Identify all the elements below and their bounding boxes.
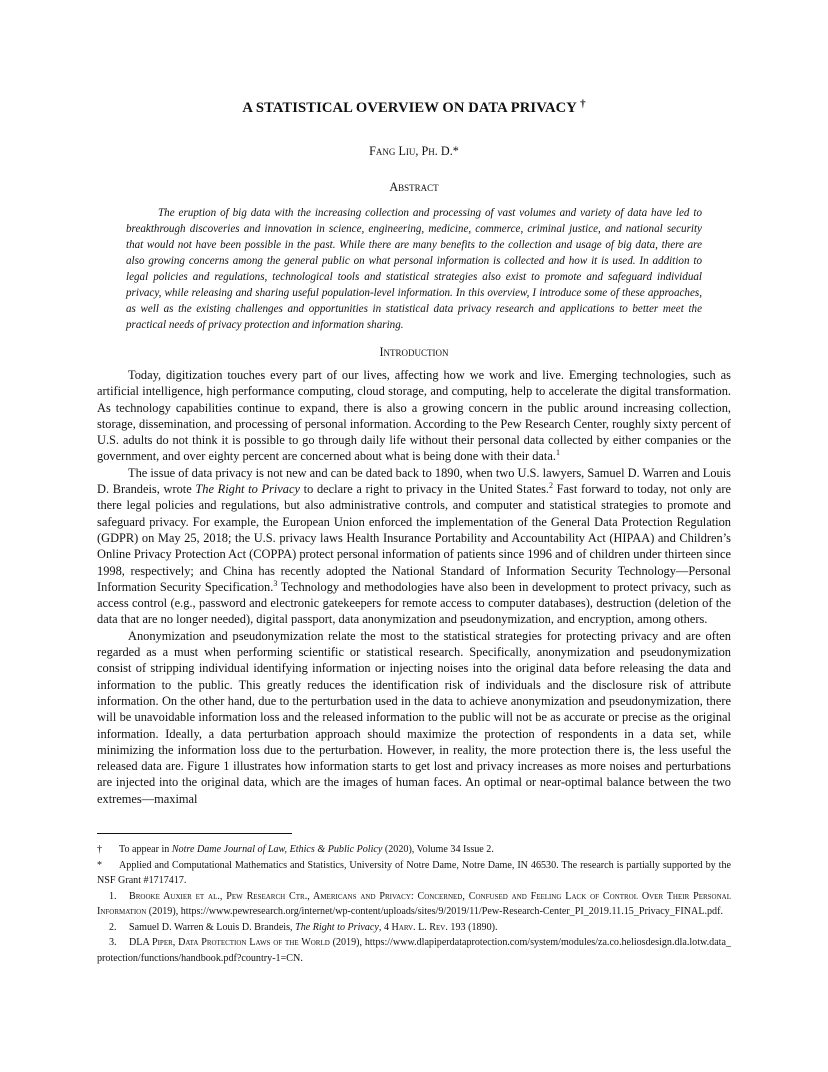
footnote-dagger: † To appear in Notre Dame Journal of Law, Ethics & Public Policy (2020), Volume 34 Issue 2. xyxy=(97,844,494,855)
title-footnote-mark: † xyxy=(580,98,586,110)
introduction-heading: Introduction xyxy=(379,345,449,359)
footnote-1: 1. Brooke Auxier et al., Pew Research Ctr., Americans and Privacy: Concerned, Confused and Feeling Lack of Control Over Their Personal Information (2019), https://www.pewresearch.org/internet/wp-content/uploads/sites/9/2019/11/Pew-Research-Center_PI_2019.11.15_Privacy_FINAL.pdf. xyxy=(97,890,731,917)
author-line xyxy=(97,144,731,159)
paragraph: The issue of data privacy is not new and can be dated back to 1890, when two U.S. lawyers, Samuel D. Warren and Louis D. Brandeis, wrote The Right to Privacy to declare a right to privacy in the United States.$^2$ Fast forward to today, not only are there legal policies and regulations, but also administrative controls, and computer and statistical strategies to promote and safeguard privacy. For example, the European Union enforced the implementation of the General Data Protection Regulation (GDPR) on May 25, 2018; the U.S. privacy laws Health Insurance Portability and Accountability Act (HIPAA) and Children’s Online Privacy Protection Act (COPPA) protect personal information of patients since 1996 and of children under thirteen since 1998, respectively; and China has recently adopted the National Standard of Information Security Technology—Personal Information Security Specification.$^3$ Technology and methodologies have also been in development to protect privacy, such as access control (e.g., password and electronic gatekeepers for remote access to computer databases), destruction (deletion of the data that are no longer needed), digital passport, data anonymization and pseudonymization, and encryption, among others. xyxy=(97,465,732,627)
footnotes xyxy=(97,842,731,966)
abstract-text: The eruption of big data with the increasing collection and processing of vast volumes and variety of data have led to breakthrough discoveries and innovation in science, engineering, medicine, commerce, criminal justice, and national security that would not have been possible in the past. While there are many benefits to the collection and usage of big data, there are also growing concerns among the general public on what personal information is collected and how it is used. In addition to legal policies and regulations, technological tools and statistical strategies also exist to promote and safeguard individual privacy, while releasing and sharing useful population-level information. In this overview, I introduce some of these approaches, as well as the existing challenges and opportunities in statistical data privacy research and applications to better meet the practical needs of privacy protection and information sharing. xyxy=(126,207,702,331)
abstract-heading: Abstract xyxy=(389,180,439,194)
paragraph: Anonymization and pseudonymization relate the most to the statistical strategies for protecting privacy and are often regarded as a must when performing scientific or statistical research. Specifically, anonymization and pseudonymization consist of stripping individual identifying information or injecting noises into the original data before releasing the data and information to the public. This greatly reduces the identification risk of individuals and the disclosure risk of attribute information. On the other hand, due to the perturbation used in the data to achieve anonymization and pseudonymization, there will be unavoidable information loss and the released information to the public will not be as accurate or precise as the original information. Ideally, a data perturbation approach should maximize the protection of respondents in a data set, while minimizing the information loss due to the perturbation. However, in reality, the more protection there is, the less useful the released data are. Figure 1 illustrates how information starts to get lost and privacy increases as more noises and perturbations are injected into the original data, which are the images of human faces. An optimal or near-optimal balance between the two extremes—maximal xyxy=(97,628,731,806)
paper-title xyxy=(97,98,731,117)
paragraph: Today, digitization touches every part of our lives, affecting how we work and live. Emerging technologies, such as artificial intelligence, high performance computing, cloud storage, and computing, help to accelerate the digital transformation. As technology capabilities continue to expand, there is also a growing concern in the public around increasing collection, storage, dissemination, and processing of personal information. According to the Pew Research Center, roughly sixty percent of U.S. adults do not think it is possible to go through daily life without their personal data collected by either companies or the government, and over eighty percent are concerned about what is being done with their data.$^1$ xyxy=(97,368,731,464)
footnote-2: 2. Samuel D. Warren & Louis D. Brandeis, The Right to Privacy, 4 Harv. L. Rev. 193 (1890). xyxy=(109,921,498,933)
footnote-3: 3. DLA Piper, Data Protection Laws of the World (2019), https://www.dlapiperdataprotection.com/system/modules/za.co.heliosdesign.dla.lotw.data_protection/functions/handbook.pdf?country-1=CN. xyxy=(97,937,732,964)
footnote-ref: 1 xyxy=(555,448,560,458)
body-text xyxy=(97,367,731,807)
title-text: A STATISTICAL OVERVIEW ON DATA PRIVACY xyxy=(242,100,577,116)
footnote-divider xyxy=(97,833,292,834)
footnote-star: * Applied and Computational Mathematics and Statistics, University of Notre Dame, Notre Dame, IN 46530. The research is partially supported by the NSF Grant #1717417. xyxy=(97,859,731,886)
author-footnote-mark: * xyxy=(452,144,459,158)
cited-title: The Right to Privacy xyxy=(195,482,301,497)
footnote-ref: 2 xyxy=(549,480,553,490)
author-name: Fang Liu, Ph. D. xyxy=(369,144,453,158)
footnote-ref: 3 xyxy=(273,578,278,588)
